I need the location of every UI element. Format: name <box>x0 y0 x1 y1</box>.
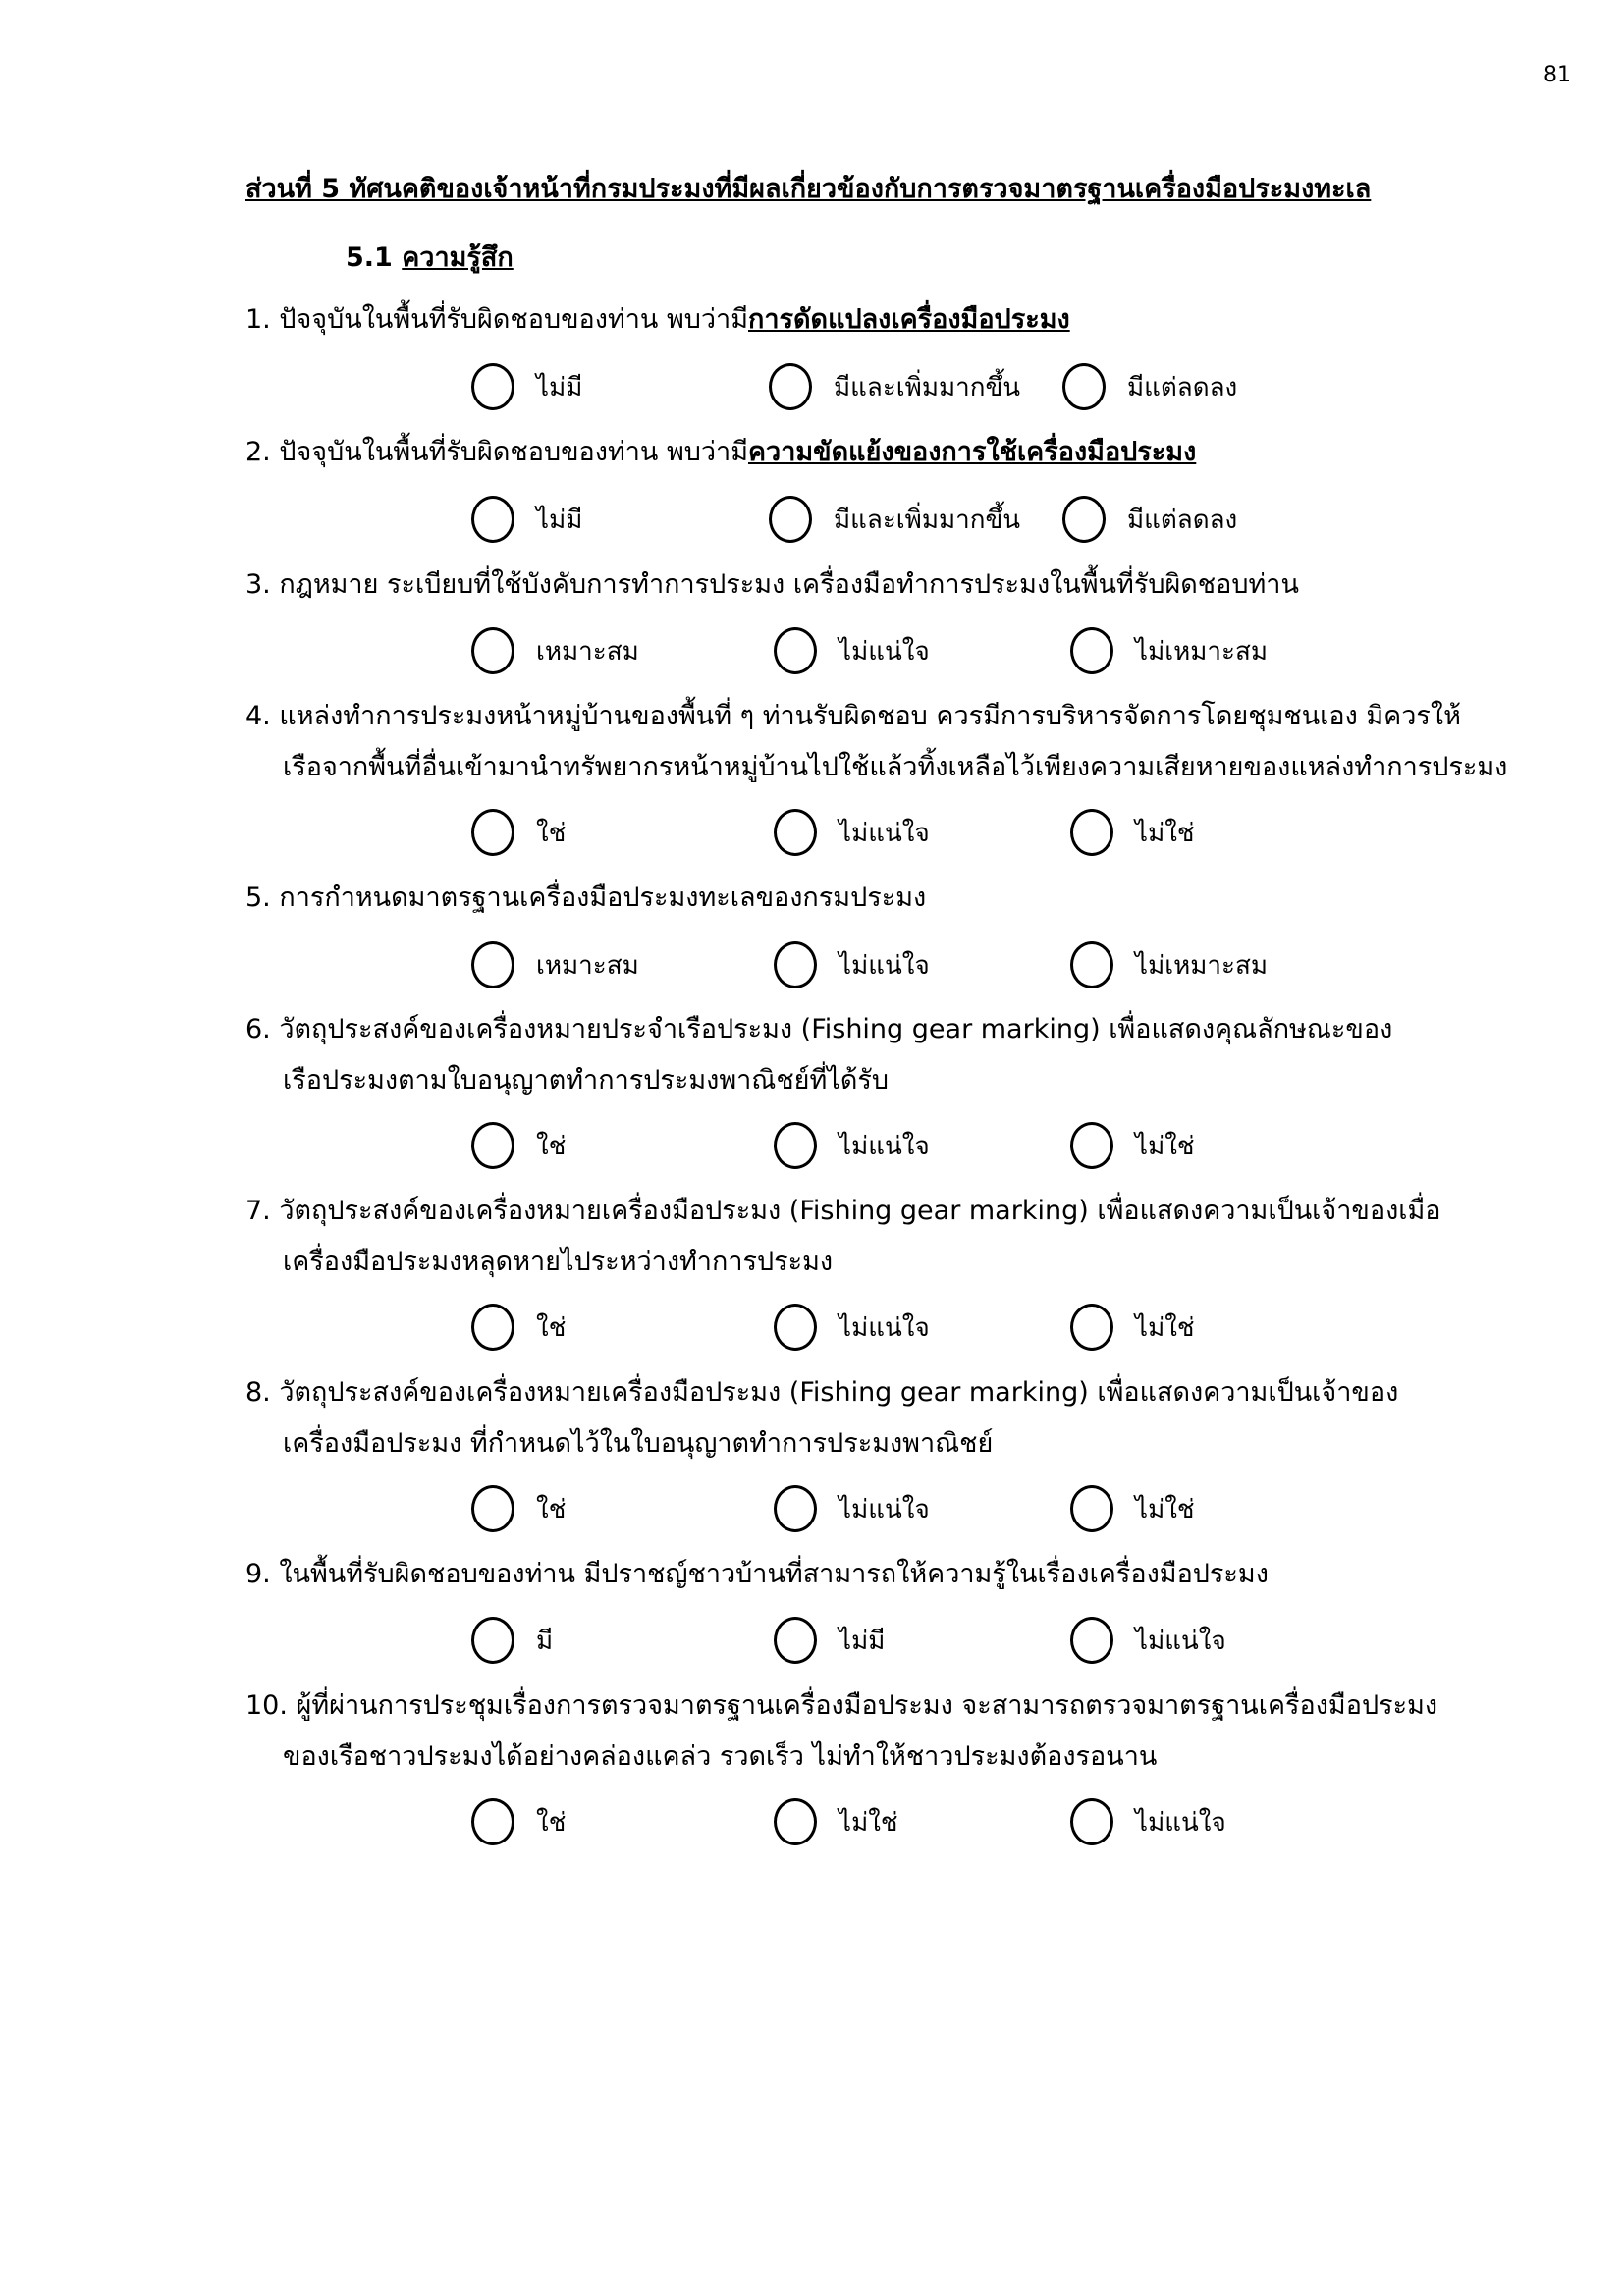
option-3-a[interactable] <box>471 625 639 676</box>
option-2-c[interactable] <box>1062 494 1237 545</box>
option-2-b[interactable] <box>769 494 1020 545</box>
question-text: 9. ในพื้นที่รับผิดชอบของท่าน มีปราชญ์ชาวบ้านที่สามารถให้ความรู้ในเรื่องเครื่องมือประมง <box>245 1559 1269 1589</box>
answer-options-2 <box>0 494 1624 545</box>
option-6-a[interactable] <box>471 1120 566 1171</box>
question-text: 6. วัตถุประสงค์ของเครื่องหมายประจำเรือประมง (Fishing gear marking) เพื่อแสดงคุณลักษณะของ <box>245 1014 1393 1044</box>
question-9 <box>245 1549 1269 1600</box>
option-label: ไม่แน่ใจ <box>1135 1807 1226 1838</box>
option-label: มีแต่ลดลง <box>1127 372 1238 402</box>
question-text-continued: เรือจากพื้นที่อื่นเข้ามานำทรัพยากรหน้าหมู่บ้านไปใช้แล้วทิ้งเหลือไว้เพียงความเสียหายของแหล่งทำการประมง <box>283 752 1508 782</box>
radio-circle-icon[interactable] <box>1070 1122 1113 1169</box>
radio-circle-icon[interactable] <box>471 1798 514 1845</box>
option-label: ไม่มี <box>536 372 583 402</box>
option-3-b[interactable] <box>774 625 930 676</box>
radio-circle-icon[interactable] <box>769 363 812 410</box>
option-label: ไม่ใช่ <box>1135 818 1195 848</box>
radio-circle-icon[interactable] <box>774 809 817 856</box>
question-3 <box>245 560 1299 611</box>
question-7 <box>245 1186 1441 1288</box>
option-label: มีและเพิ่มมากขึ้น <box>834 372 1020 402</box>
option-10-a[interactable] <box>471 1796 566 1847</box>
question-text-continued: ของเรือชาวประมงได้อย่างคล่องแคล่ว รวดเร็ว ไม่ทำให้ชาวประมงต้องรอนาน <box>283 1741 1158 1772</box>
option-label: ใช่ <box>536 1494 567 1524</box>
question-1 <box>245 294 1070 346</box>
option-1-c[interactable] <box>1062 361 1237 412</box>
radio-circle-icon[interactable] <box>1070 941 1113 988</box>
option-10-b[interactable] <box>774 1796 898 1847</box>
option-label: มีและเพิ่มมากขึ้น <box>834 505 1020 535</box>
question-text-continued: เรือประมงตามใบอนุญาตทำการประมงพาณิชย์ที่ได้รับ <box>283 1065 890 1095</box>
option-label: ไม่ใช่ <box>1135 1312 1195 1343</box>
option-5-c[interactable] <box>1070 939 1268 990</box>
option-label: ไม่แน่ใจ <box>839 1494 930 1524</box>
question-emphasis: การดัดแปลงเครื่องมือประมง <box>748 304 1070 335</box>
option-2-a[interactable] <box>471 494 582 545</box>
radio-circle-icon[interactable] <box>471 363 514 410</box>
answer-options-9 <box>0 1615 1624 1666</box>
option-label: ไม่ใช่ <box>839 1807 898 1838</box>
question-10 <box>245 1681 1437 1783</box>
question-text: 4. แหล่งทำการประมงหน้าหมู่บ้านของพื้นที่ ๆ ท่านรับผิดชอบ ควรมีการบริหารจัดการโดยชุมชนเอง มิควรให้ <box>245 701 1461 731</box>
option-label: ไม่แน่ใจ <box>839 636 930 667</box>
radio-circle-icon[interactable] <box>1070 809 1113 856</box>
radio-circle-icon[interactable] <box>471 809 514 856</box>
option-label: ไม่เหมาะสม <box>1135 636 1268 667</box>
option-7-b[interactable] <box>774 1302 930 1353</box>
answer-options-8 <box>0 1483 1624 1534</box>
option-8-b[interactable] <box>774 1483 930 1534</box>
answer-options-1 <box>0 361 1624 412</box>
option-label: ไม่แน่ใจ <box>839 818 930 848</box>
option-7-a[interactable] <box>471 1302 566 1353</box>
option-4-a[interactable] <box>471 807 566 858</box>
answer-options-5 <box>0 939 1624 990</box>
option-label: ใช่ <box>536 818 567 848</box>
radio-circle-icon[interactable] <box>1070 1485 1113 1532</box>
radio-circle-icon[interactable] <box>774 1122 817 1169</box>
option-label: ไม่เหมาะสม <box>1135 950 1268 981</box>
option-7-c[interactable] <box>1070 1302 1195 1353</box>
option-10-c[interactable] <box>1070 1796 1226 1847</box>
radio-circle-icon[interactable] <box>471 496 514 543</box>
question-text: 5. การกำหนดมาตรฐานเครื่องมือประมงทะเลของกรมประมง <box>245 882 927 913</box>
question-text: 10. ผู้ที่ผ่านการประชุมเรื่องการตรวจมาตรฐานเครื่องมือประมง จะสามารถตรวจมาตรฐานเครื่องมือประมง <box>245 1690 1438 1721</box>
question-text: 2. ปัจจุบันในพื้นที่รับผิดชอบของท่าน พบว่ามี <box>245 437 748 467</box>
option-label: ไม่ใช่ <box>1135 1131 1195 1161</box>
option-label: มีแต่ลดลง <box>1127 505 1238 535</box>
answer-options-3 <box>0 625 1624 676</box>
option-8-a[interactable] <box>471 1483 566 1534</box>
option-3-c[interactable] <box>1070 625 1268 676</box>
radio-circle-icon[interactable] <box>471 627 514 674</box>
subsection-title: ความรู้สึก <box>402 242 514 273</box>
radio-circle-icon[interactable] <box>774 1798 817 1845</box>
question-text-continued: เครื่องมือประมง ที่กำหนดไว้ในใบอนุญาตทำการประมงพาณิชย์ <box>283 1428 994 1459</box>
page-number: 81 <box>1543 63 1571 87</box>
option-label: ไม่แน่ใจ <box>1135 1626 1226 1656</box>
question-text: 3. กฎหมาย ระเบียบที่ใช้บังคับการทำการประมง เครื่องมือทำการประมงในพื้นที่รับผิดชอบท่าน <box>245 569 1299 600</box>
question-text: 8. วัตถุประสงค์ของเครื่องหมายเครื่องมือประมง (Fishing gear marking) เพื่อแสดงความเป็นเจ้าของ <box>245 1377 1399 1408</box>
question-emphasis: ความขัดแย้งของการใช้เครื่องมือประมง <box>748 437 1197 467</box>
answer-options-10 <box>0 1796 1624 1847</box>
answer-options-7 <box>0 1302 1624 1353</box>
option-label: ไม่ใช่ <box>1135 1494 1195 1524</box>
radio-circle-icon[interactable] <box>774 627 817 674</box>
radio-circle-icon[interactable] <box>774 1485 817 1532</box>
radio-circle-icon[interactable] <box>471 1304 514 1351</box>
option-label: ไม่มี <box>536 505 583 535</box>
radio-circle-icon[interactable] <box>769 496 812 543</box>
option-label: ใช่ <box>536 1131 567 1161</box>
option-4-c[interactable] <box>1070 807 1195 858</box>
option-9-c[interactable] <box>1070 1615 1226 1666</box>
option-9-a[interactable] <box>471 1615 553 1666</box>
question-2 <box>245 427 1196 478</box>
radio-circle-icon[interactable] <box>1070 1617 1113 1664</box>
question-text-continued: เครื่องมือประมงหลุดหายไประหว่างทำการประมง <box>283 1247 834 1277</box>
option-label: ใช่ <box>536 1312 567 1343</box>
question-4 <box>245 691 1507 793</box>
radio-circle-icon[interactable] <box>1070 1798 1113 1845</box>
option-4-b[interactable] <box>774 807 930 858</box>
question-8 <box>245 1367 1398 1469</box>
option-8-c[interactable] <box>1070 1483 1195 1534</box>
radio-circle-icon[interactable] <box>471 1617 514 1664</box>
section-title: ส่วนที่ 5 ทัศนคติของเจ้าหน้าที่กรมประมงที่มีผลเกี่ยวข้องกับการตรวจมาตรฐานเครื่องมือประมงทะเล <box>245 174 1372 204</box>
option-label: ไม่มี <box>839 1626 886 1656</box>
option-6-c[interactable] <box>1070 1120 1195 1171</box>
radio-circle-icon[interactable] <box>774 1304 817 1351</box>
option-5-a[interactable] <box>471 939 639 990</box>
radio-circle-icon[interactable] <box>471 941 514 988</box>
radio-circle-icon[interactable] <box>1070 627 1113 674</box>
answer-options-6 <box>0 1120 1624 1171</box>
radio-circle-icon[interactable] <box>1062 363 1106 410</box>
option-9-b[interactable] <box>774 1615 885 1666</box>
radio-circle-icon[interactable] <box>471 1485 514 1532</box>
option-1-b[interactable] <box>769 361 1020 412</box>
question-5 <box>245 873 926 924</box>
radio-circle-icon[interactable] <box>1070 1304 1113 1351</box>
option-label: ไม่แน่ใจ <box>839 1312 930 1343</box>
option-label: เหมาะสม <box>536 636 639 667</box>
subsection-heading <box>346 236 514 278</box>
option-label: ใช่ <box>536 1807 567 1838</box>
radio-circle-icon[interactable] <box>774 1617 817 1664</box>
question-text: 1. ปัจจุบันในพื้นที่รับผิดชอบของท่าน พบว่ามี <box>245 304 748 335</box>
subsection-number: 5.1 <box>346 242 393 273</box>
radio-circle-icon[interactable] <box>471 1122 514 1169</box>
option-label: ไม่แน่ใจ <box>839 950 930 981</box>
radio-circle-icon[interactable] <box>774 941 817 988</box>
question-text: 7. วัตถุประสงค์ของเครื่องหมายเครื่องมือประมง (Fishing gear marking) เพื่อแสดงความเป็นเจ้าของเมื่อ <box>245 1196 1441 1226</box>
option-label: ไม่แน่ใจ <box>839 1131 930 1161</box>
option-5-b[interactable] <box>774 939 930 990</box>
option-1-a[interactable] <box>471 361 582 412</box>
option-label: มี <box>536 1626 554 1656</box>
answer-options-4 <box>0 807 1624 858</box>
option-label: เหมาะสม <box>536 950 639 981</box>
option-6-b[interactable] <box>774 1120 930 1171</box>
radio-circle-icon[interactable] <box>1062 496 1106 543</box>
question-6 <box>245 1004 1392 1106</box>
